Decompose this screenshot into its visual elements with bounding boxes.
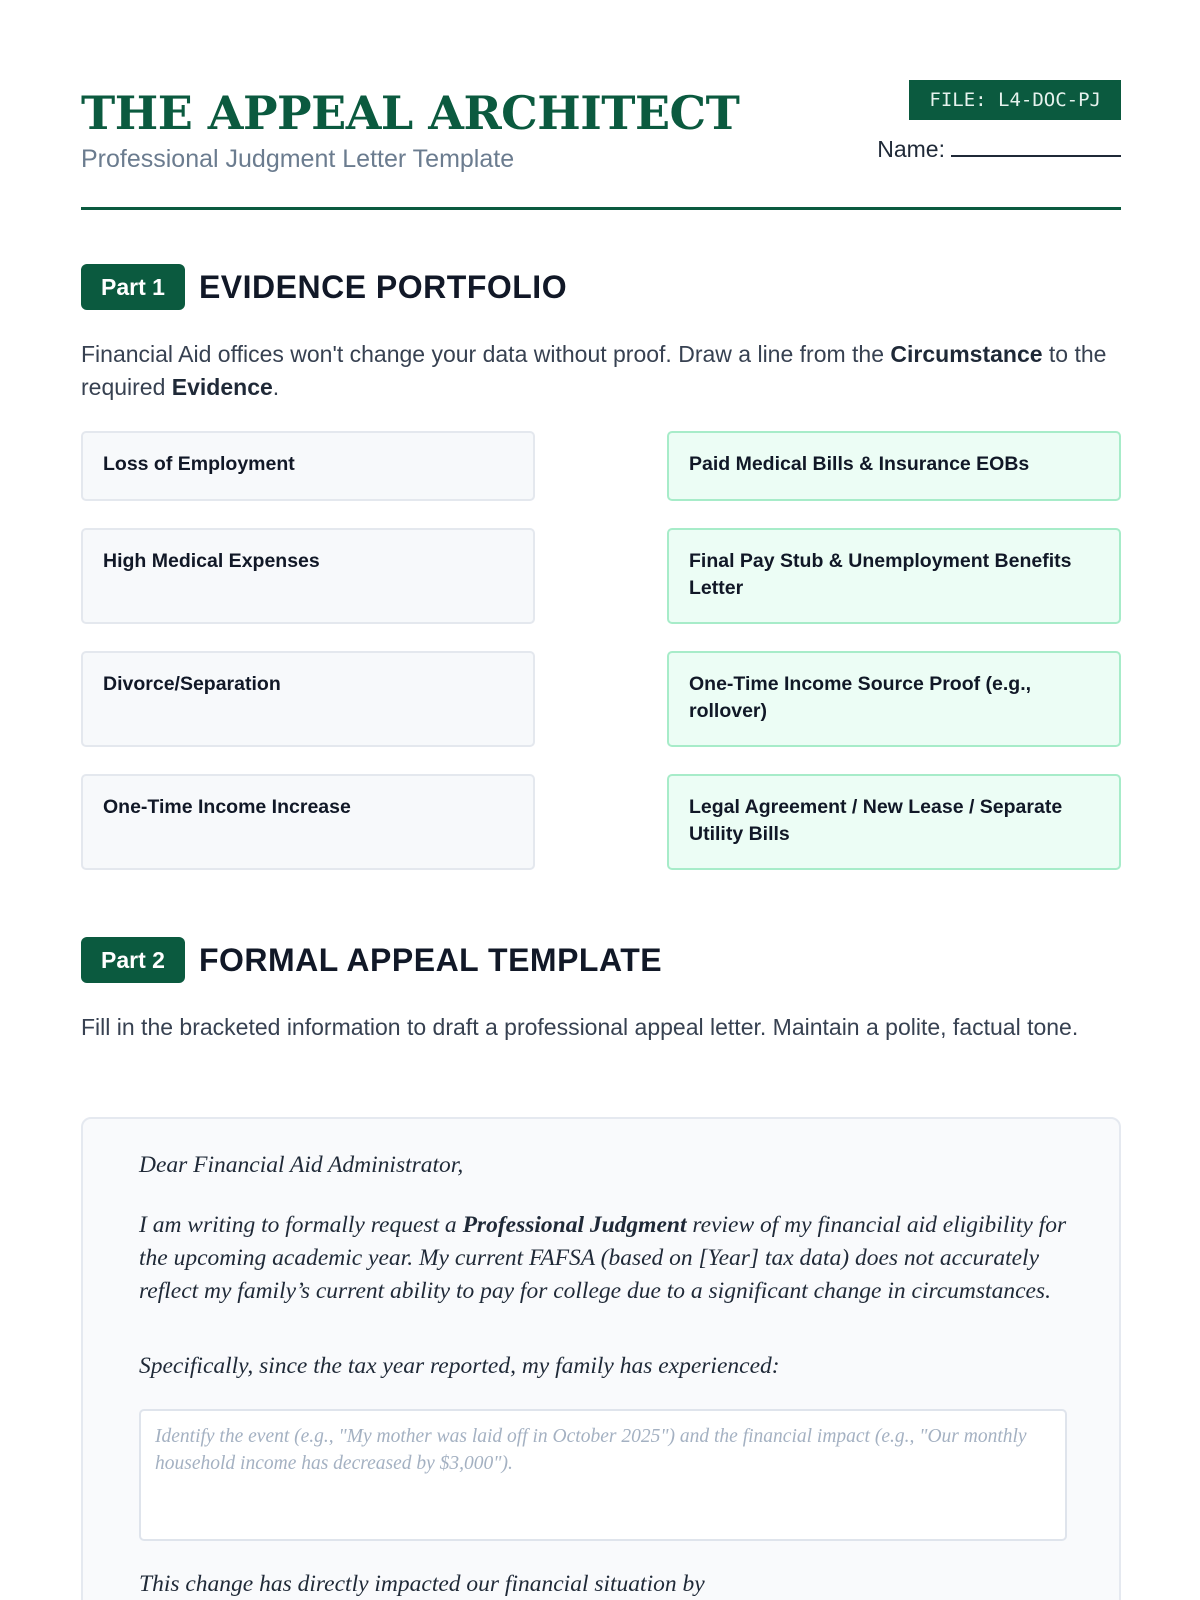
part2-heading [81, 937, 662, 983]
part1-instructions [81, 338, 1121, 404]
circumstance-item-divorce-separation[interactable]: Divorce/Separation [81, 651, 535, 747]
part2-instructions: Fill in the bracketed information to draft a professional appeal letter. Maintain a polite, factual tone. [81, 1014, 1079, 1040]
page-subtitle: Professional Judgment Letter Template [81, 145, 515, 173]
file-tag-badge: FILE: L4-DOC-PJ [909, 80, 1121, 120]
header [81, 80, 1121, 210]
part1-intro-evidence: Evidence [171, 374, 273, 400]
part2-title: FORMAL APPEAL TEMPLATE [198, 941, 663, 978]
part1-badge: Part 1 [81, 264, 185, 310]
part1-intro-text-c: . [272, 374, 280, 400]
name-blank-line[interactable] [951, 139, 1121, 157]
name-label: Name: [877, 136, 945, 162]
worksheet-page [81, 0, 1121, 1600]
circumstance-item-loss-of-employment[interactable]: Loss of Employment [81, 431, 535, 501]
part1-title: EVIDENCE PORTFOLIO [198, 268, 568, 305]
part1-intro-text-a: Financial Aid offices won't change your data without proof. Draw a line from the [81, 341, 891, 367]
evidence-item-income-source-proof[interactable]: One-Time Income Source Proof (e.g., rollover) [667, 651, 1121, 747]
circumstance-item-high-medical-expenses[interactable]: High Medical Expenses [81, 528, 535, 624]
letter-p1-text-b: review of my financial aid eligibility for the upcoming academic year. My current FAFSA (based on [Year] tax data) does not accurately reflect my family’s current ability to pay for college due to a significant change in circumstances. [139, 1212, 1067, 1304]
letter-p1-professional-judgment: Professional Judgment [462, 1212, 687, 1238]
part1-intro-text-b: to the required [81, 341, 1107, 400]
letter-p1-text-a: I am writing to formally request a [139, 1212, 463, 1238]
evidence-item-legal-agreement[interactable]: Legal Agreement / New Lease / Separate Utility Bills [667, 774, 1121, 870]
page-title: THE APPEAL ARCHITECT [81, 86, 740, 140]
header-divider [81, 207, 1121, 210]
part1-heading [81, 264, 567, 310]
circumstance-description-input[interactable]: Identify the event (e.g., "My mother was laid off in October 2025") and the financial impact (e.g., "Our monthly household income has decreased by $3,000"). [139, 1409, 1067, 1541]
name-field[interactable] [877, 136, 1121, 163]
part1-intro-circumstance: Circumstance [890, 341, 1043, 367]
part2-badge: Part 2 [81, 937, 185, 983]
letter-paragraph-specifics: Specifically, since the tax year reported, my family has experienced: [139, 1353, 780, 1379]
letter-paragraph-request [139, 1209, 1069, 1308]
evidence-item-final-pay-stub[interactable]: Final Pay Stub & Unemployment Benefits Letter [667, 528, 1121, 624]
evidence-item-medical-bills[interactable]: Paid Medical Bills & Insurance EOBs [667, 431, 1121, 501]
circumstance-item-one-time-income-increase[interactable]: One-Time Income Increase [81, 774, 535, 870]
letter-paragraph-impact: This change has directly impacted our financial situation by [139, 1571, 705, 1597]
letter-salutation: Dear Financial Aid Administrator, [139, 1152, 464, 1178]
letter-template-card [81, 1117, 1121, 1600]
